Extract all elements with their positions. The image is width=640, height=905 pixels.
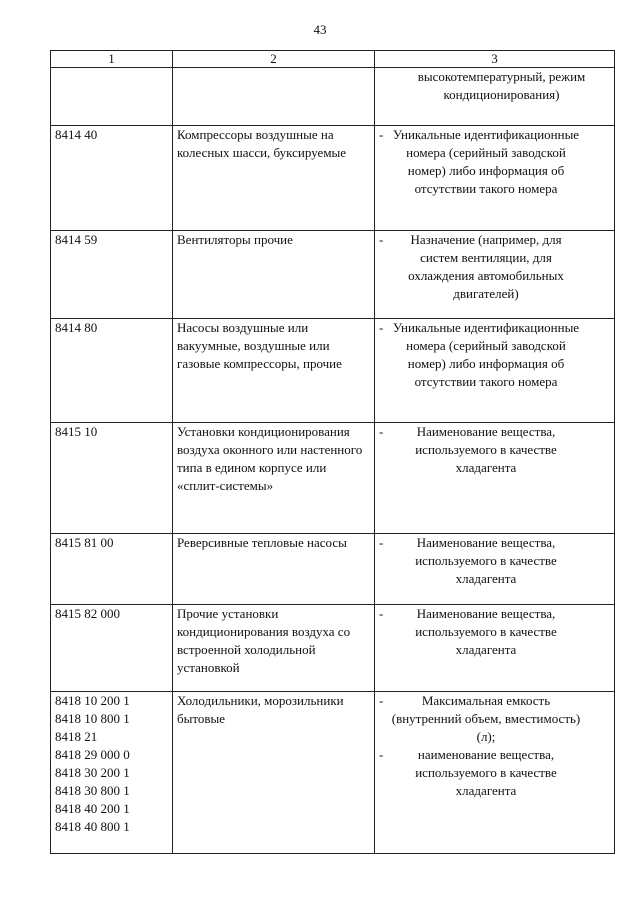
hs-code: 8415 82 000 (55, 606, 120, 621)
code-cell (51, 126, 173, 231)
column-header-3: 3 (375, 51, 615, 68)
requirement-item: - Наименование вещества, используемого в качестве хладагента (379, 424, 557, 475)
hs-code: 8418 10 200 1 (55, 693, 130, 708)
page-number: 43 (313, 22, 327, 37)
hs-code: 8418 30 200 1 (55, 765, 130, 780)
code-cell (51, 231, 173, 319)
requirement-item: - Наименование вещества, используемого в качестве хладагента (379, 535, 557, 586)
requirement-cell (375, 231, 615, 319)
hs-code: 8418 40 800 1 (55, 819, 130, 834)
table-row (51, 423, 615, 534)
table-row (51, 231, 615, 319)
requirement-item: - Максимальная емкость (внутренний объем, вместимость) (л); (379, 693, 581, 744)
name-cell: Холодильники, морозильники бытовые (173, 692, 375, 854)
continuation-code-cell (51, 68, 173, 126)
code-cell (51, 423, 173, 534)
name-cell: Насосы воздушные или вакуумные, воздушные или газовые компрессоры, прочие (173, 319, 375, 423)
continuation-requirement-cell (375, 68, 615, 126)
requirement-cell (375, 692, 615, 854)
requirement-item: - наименование вещества, используемого в качестве хладагента (379, 747, 557, 798)
hs-code: 8418 30 800 1 (55, 783, 130, 798)
requirement-item: - Уникальные идентификационные номера (серийный заводской номер) либо информация об отсутствии такого номера (379, 127, 580, 196)
column-header-2: 2 (173, 51, 375, 68)
hs-code: 8418 29 000 0 (55, 747, 130, 762)
name-cell: Установки кондиционирования воздуха оконного или настенного типа в едином корпусе или «сплит-системы» (173, 423, 375, 534)
hs-code: 8415 81 00 (55, 535, 114, 550)
code-cell (51, 692, 173, 854)
code-cell (51, 605, 173, 692)
requirement-cell (375, 126, 615, 231)
continuation-text: высокотемпературный, режим кондиционирования) (417, 69, 586, 102)
requirement-item: - Уникальные идентификационные номера (серийный заводской номер) либо информация об отсутствии такого номера (379, 320, 580, 389)
code-cell (51, 534, 173, 605)
hs-code: 8414 59 (55, 232, 98, 247)
code-cell (51, 319, 173, 423)
table-row (51, 319, 615, 423)
name-cell: Прочие установки кондиционирования воздуха со встроенной холодильной установкой (173, 605, 375, 692)
column-header-1: 1 (51, 51, 173, 68)
name-cell: Компрессоры воздушные на колесных шасси, буксируемые (173, 126, 375, 231)
table-row (51, 692, 615, 854)
hs-code: 8418 40 200 1 (55, 801, 130, 816)
hs-code: 8414 80 (55, 320, 98, 335)
requirement-cell (375, 534, 615, 605)
hs-code: 8414 40 (55, 127, 98, 142)
name-cell: Вентиляторы прочие (173, 231, 375, 319)
table-row (51, 126, 615, 231)
requirement-cell (375, 423, 615, 534)
continuation-row (51, 68, 615, 126)
hs-code: 8418 10 800 1 (55, 711, 130, 726)
requirement-cell (375, 605, 615, 692)
table-header-row (51, 51, 615, 68)
hs-code: 8415 10 (55, 424, 98, 439)
continuation-name-cell (173, 68, 375, 126)
requirement-item: - Назначение (например, для систем вентиляции, для охлаждения автомобильных двигателей) (379, 232, 564, 301)
name-cell: Реверсивные тепловые насосы (173, 534, 375, 605)
requirements-table (50, 50, 615, 854)
table-row (51, 534, 615, 605)
requirement-cell (375, 319, 615, 423)
hs-code: 8418 21 (55, 729, 98, 744)
table-row (51, 605, 615, 692)
requirement-item: - Наименование вещества, используемого в качестве хладагента (379, 606, 557, 657)
